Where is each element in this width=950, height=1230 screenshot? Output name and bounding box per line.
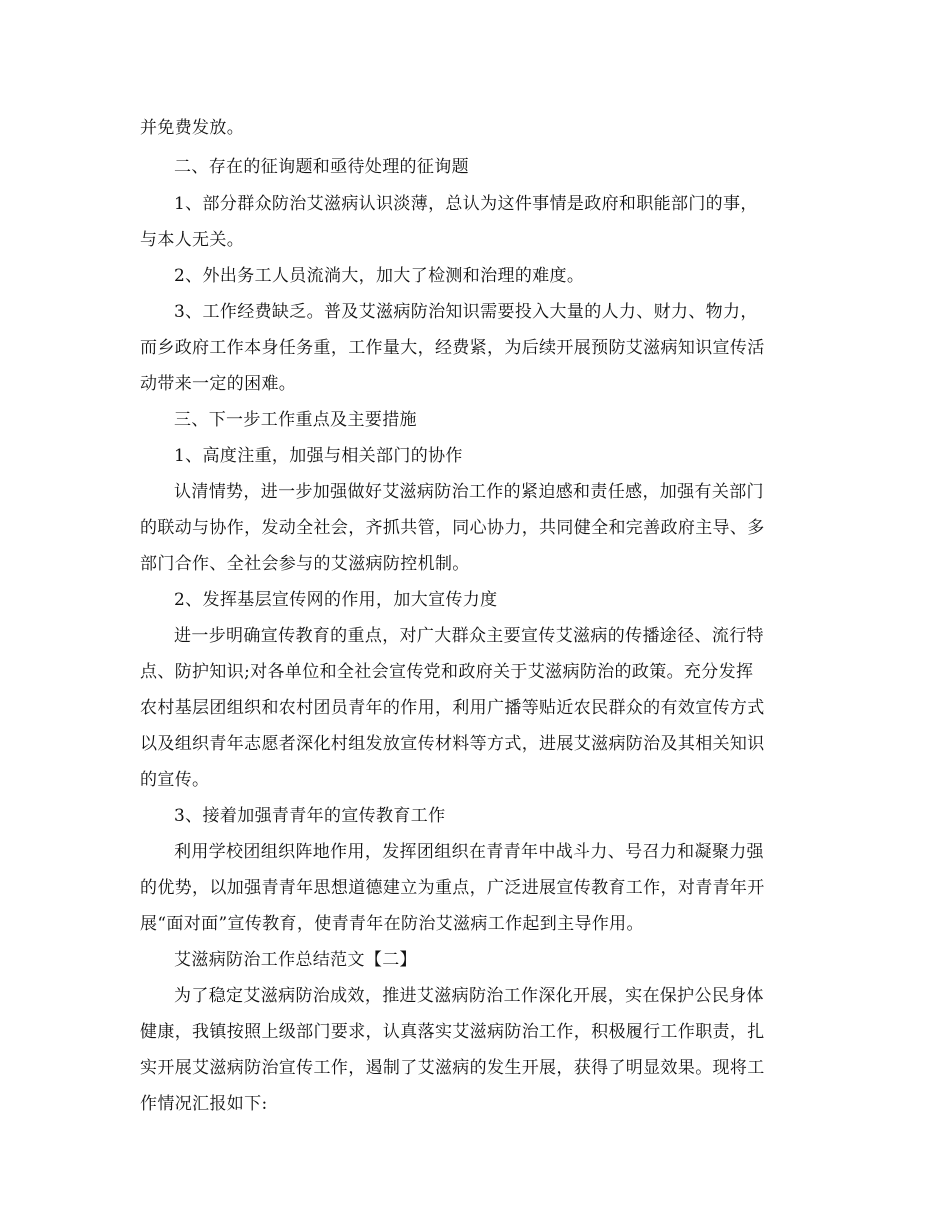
subsection-heading: 3、接着加强青青年的宣传教育工作 [174, 806, 446, 826]
paragraph-line: 的宣传。 [140, 770, 210, 790]
paragraph-line: 展“面对面”宣传教育，使青青年在防治艾滋病工作起到主导作用。 [140, 914, 644, 934]
paragraph-line: 农村基层团组织和农村团员青年的作用，利用广播等贴近农民群众的有效宣传方式 [140, 698, 765, 718]
paragraph-line: 利用学校团组织阵地作用，发挥团组织在青青年中战斗力、号召力和凝聚力强 [174, 842, 764, 862]
paragraph-line: 的联动与协作，发动全社会，齐抓共管，同心协力，共同健全和完善政府主导、多 [140, 518, 765, 538]
paragraph-line: 2、外出务工人员流淌大，加大了检测和治理的难度。 [174, 266, 585, 286]
paragraph-line: 健康，我镇按照上级部门要求，认真落实艾滋病防治工作，积极履行工作职责，扎 [140, 1022, 765, 1042]
paragraph-line: 进一步明确宣传教育的重点，对广大群众主要宣传艾滋病的传播途径、流行特 [174, 626, 764, 646]
paragraph-line: 为了稳定艾滋病防治成效，推进艾滋病防治工作深化开展，实在保护公民身体 [174, 986, 764, 1006]
paragraph-line: 1、部分群众防治艾滋病认识淡薄，总认为这件事情是政府和职能部门的事， [174, 194, 758, 214]
paragraph-line: 而乡政府工作本身任务重，工作量大，经费紧，为后续开展预防艾滋病知识宣传活 [140, 338, 765, 358]
paragraph-line: 3、工作经费缺乏。普及艾滋病防治知识需要投入大量的人力、财力、物力， [174, 302, 758, 322]
paragraph-line: 以及组织青年志愿者深化村组发放宣传材料等方式，进展艾滋病防治及其相关知识 [140, 734, 765, 754]
paragraph-line: 部门合作、全社会参与的艾滋病防控机制。 [140, 554, 470, 574]
section-heading: 三、下一步工作重点及主要措施 [174, 410, 417, 430]
paragraph-line: 的优势，以加强青青年思想道德建立为重点，广泛进展宣传教育工作，对青青年开 [140, 878, 765, 898]
paragraph-line: 动带来一定的困难。 [140, 374, 297, 394]
paragraph-line: 作情况汇报如下: [140, 1094, 268, 1114]
paragraph-line: 实开展艾滋病防治宣传工作，遏制了艾滋病的发生开展，获得了明显效果。现将工 [140, 1058, 765, 1078]
paragraph-line: 点、防护知识;对各单位和全社会宣传党和政府关于艾滋病防治的政策。充分发挥 [140, 662, 754, 682]
subsection-heading: 1、高度注重，加强与相关部门的协作 [174, 446, 463, 466]
paragraph-line: 认清情势，进一步加强做好艾滋病防治工作的紧迫感和责任感，加强有关部门 [174, 482, 764, 502]
subsection-heading: 2、发挥基层宣传网的作用，加大宣传力度 [174, 590, 498, 610]
document-section-title: 艾滋病防治工作总结范文【二】 [174, 950, 417, 970]
paragraph-line: 与本人无关。 [140, 230, 245, 250]
paragraph-line: 并免费发放。 [140, 118, 245, 138]
section-heading: 二、存在的征询题和亟待处理的征询题 [174, 157, 469, 177]
